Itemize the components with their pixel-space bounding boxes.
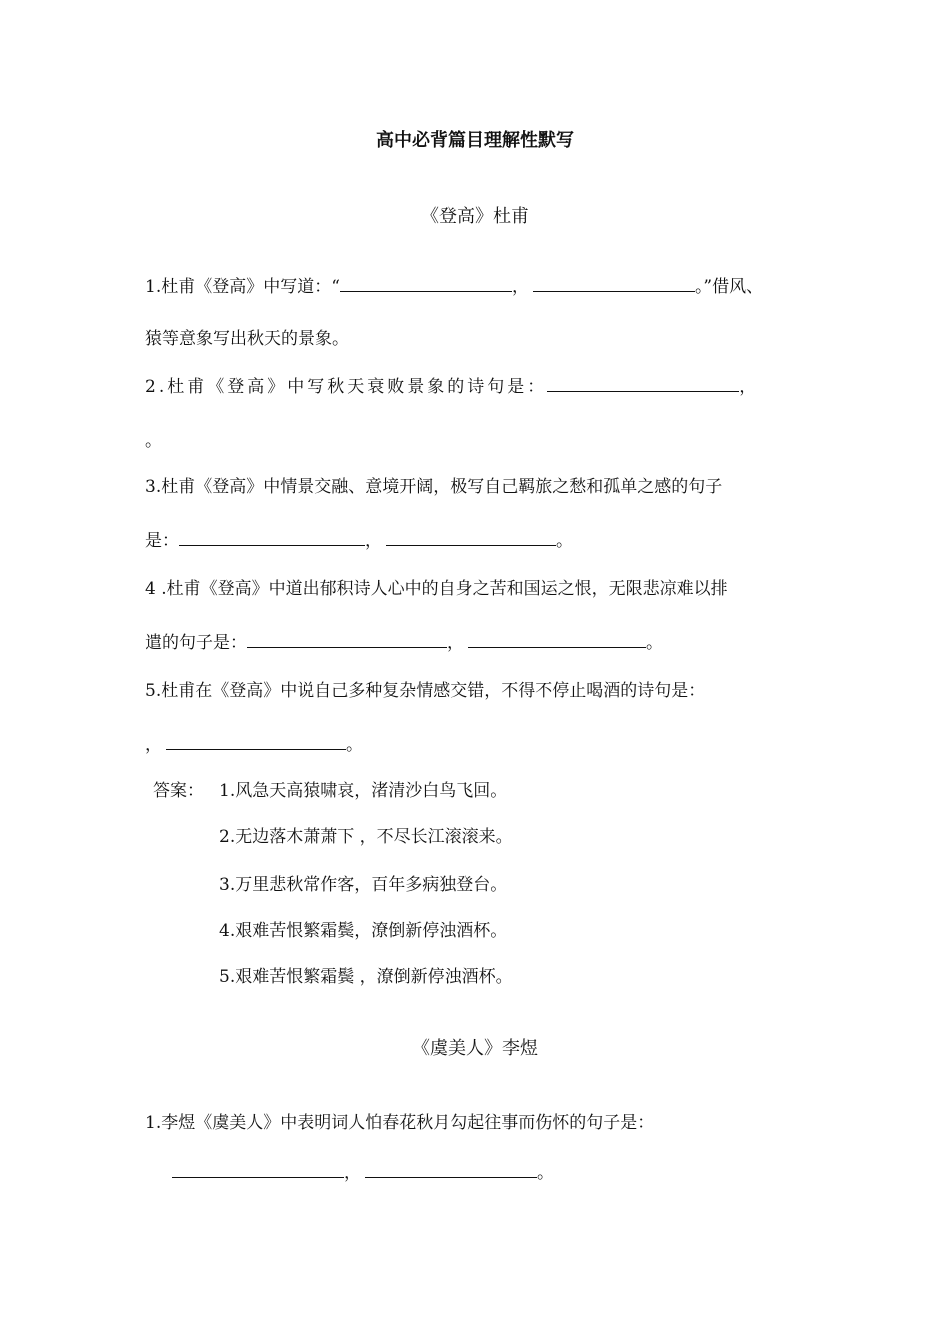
answer-blank[interactable] [166, 731, 346, 750]
question-number: 2. [145, 377, 168, 397]
answer-blank[interactable] [386, 527, 556, 546]
separator: ， [365, 531, 382, 551]
question-text: 杜甫在《登高》中说自己多种复杂情感交错，不得不停止喝酒的诗句是： [161, 681, 706, 701]
question-text: 是： [145, 531, 179, 551]
question-text: 杜甫《登高》中道出郁积诗人心中的自身之苦和国运之恨，无限悲凉难以排 [166, 579, 728, 599]
question-4-line-2 [145, 628, 663, 653]
question-2-line-2: 。 [145, 431, 162, 451]
answer-item: 2.无边落木萧萧下 ，不尽长江滚滚来。 [219, 827, 513, 847]
separator: ， [511, 277, 529, 297]
question-text: ， [145, 735, 162, 755]
answers-label: 答案： [153, 781, 204, 801]
answer-blank[interactable] [179, 527, 365, 546]
question-text-end: 。 [346, 735, 363, 755]
question-number: 1. [145, 1113, 162, 1133]
question-1-line-2: 猿等意象写出秋天的景象。 [145, 329, 349, 349]
separator: ， [447, 633, 464, 653]
question-number: 3. [145, 477, 162, 497]
question-text: 遣的句子是： [145, 633, 247, 653]
answer-blank[interactable] [247, 629, 447, 648]
question-3-line-1 [145, 472, 722, 497]
answer-blank[interactable] [547, 373, 739, 392]
answer-item: 3.万里悲秋常作客，百年多病独登台。 [219, 875, 508, 895]
answer-item: 5.艰难苦恨繁霜鬓 ，潦倒新停浊酒杯。 [219, 967, 513, 987]
question-number: 5. [145, 681, 162, 701]
question-s2-1-line-2 [172, 1158, 554, 1183]
answer-item: 4.艰难苦恨繁霜鬓，潦倒新停浊酒杯。 [219, 921, 508, 941]
question-text: 李煜《虞美人》中表明词人怕春花秋月勾起往事而伤怀的句子是： [161, 1113, 655, 1133]
question-text-end: 。 [646, 633, 663, 653]
answer-item: 1.风急天高猿啸哀，渚清沙白鸟飞回。 [219, 781, 508, 801]
question-s2-1-line-1 [145, 1108, 654, 1133]
question-text-end: 。 [556, 531, 573, 551]
question-5-line-1 [145, 676, 705, 701]
question-text-end: ， [739, 377, 760, 397]
question-text: 杜甫《登高》中写道：“ [161, 277, 340, 297]
answer-blank[interactable] [172, 1159, 344, 1178]
question-text: 杜甫《登高》中情景交融、意境开阔，极写自己羁旅之愁和孤单之感的句子 [161, 477, 723, 497]
question-number: 1. [145, 277, 162, 297]
page-title: 高中必背篇目理解性默写 [376, 130, 574, 151]
question-text-end: 。 [537, 1163, 554, 1183]
separator: ， [344, 1163, 361, 1183]
question-text: 杜甫《登高》中写秋天衰败景象的诗句是： [167, 377, 548, 397]
question-3-line-2 [145, 526, 573, 551]
section-heading-yumeiren: 《虞美人》李煜 [412, 1038, 538, 1059]
answer-blank[interactable] [340, 273, 512, 292]
answer-blank[interactable] [533, 273, 695, 292]
question-2-line-1 [145, 372, 759, 397]
question-4-line-1 [145, 574, 728, 599]
answer-blank[interactable] [365, 1159, 537, 1178]
answer-blank[interactable] [468, 629, 646, 648]
question-number: 4 . [145, 579, 167, 599]
question-5-line-2 [145, 730, 363, 755]
question-1-line-1 [145, 272, 763, 297]
question-text-end: 。”借风、 [694, 277, 764, 297]
section-heading-denggao: 《登高》杜甫 [421, 206, 529, 227]
